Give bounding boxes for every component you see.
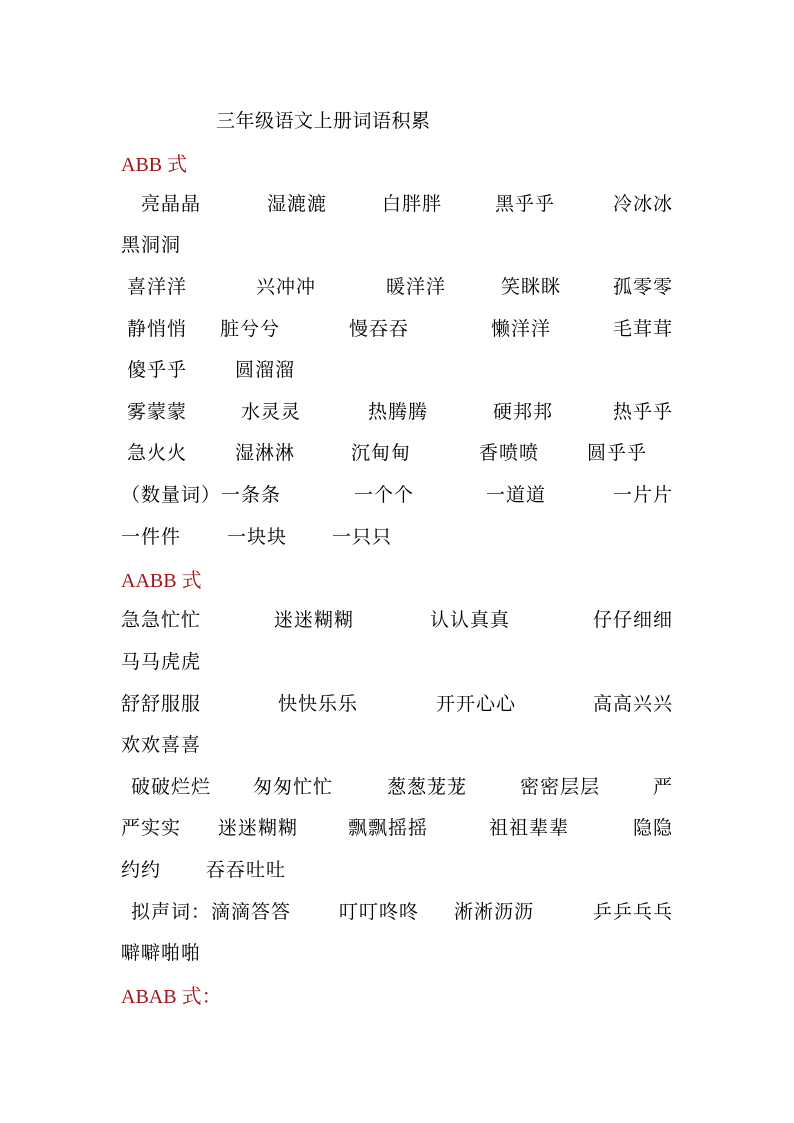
word: 一只只: [332, 526, 393, 548]
word: 一个个: [354, 484, 415, 506]
word-row: [121, 813, 673, 841]
word-row: [121, 438, 673, 466]
word: 认认真真: [430, 609, 511, 631]
word-row: [121, 480, 673, 508]
word: 懒洋洋: [491, 318, 552, 340]
word-row: [121, 938, 673, 966]
word: 湿漉漉: [267, 193, 328, 215]
word: 热乎乎: [612, 401, 673, 423]
word: 急火火: [127, 442, 188, 464]
word: 香喷喷: [479, 442, 540, 464]
word-row: [121, 605, 673, 633]
word: 水灵灵: [241, 401, 302, 423]
word: 飘飘摇摇: [348, 817, 429, 839]
word: 急急忙忙: [121, 609, 202, 631]
word: 湿淋淋: [235, 442, 296, 464]
word-row: [121, 355, 673, 383]
word-row: [121, 272, 673, 300]
word: 一件件: [121, 526, 182, 548]
word: 高高兴兴: [592, 693, 673, 715]
word: 亮晶晶: [141, 193, 202, 215]
word: 吞吞吐吐: [206, 859, 287, 881]
word: 乒乒乓乓: [592, 901, 673, 923]
word: 雾蒙蒙: [127, 401, 188, 423]
word: 暖洋洋: [386, 276, 447, 298]
word: 匆匆忙忙: [253, 776, 334, 798]
word: 叮叮咚咚: [339, 901, 420, 923]
word: 迷迷糊糊: [218, 817, 299, 839]
word: 一道道: [486, 484, 547, 506]
word: 脏兮兮: [220, 318, 281, 340]
word: 马马虎虎: [121, 651, 202, 673]
word-row: [121, 772, 673, 800]
word: 傻乎乎: [127, 359, 188, 381]
word-row: [121, 897, 673, 925]
word-row: [121, 230, 673, 258]
word: 圆溜溜: [235, 359, 296, 381]
section-heading-abb: ABB 式: [121, 154, 188, 176]
word: 迷迷糊糊: [274, 609, 355, 631]
word: 一片片: [612, 484, 673, 506]
word: 拟声词：滴滴答答: [131, 901, 292, 923]
word: 舒舒服服: [121, 693, 202, 715]
word: 冷冰冰: [612, 193, 673, 215]
word: 毛茸茸: [612, 318, 673, 340]
word: 慢吞吞: [349, 318, 410, 340]
word: 硬邦邦: [493, 401, 554, 423]
word: 兴冲冲: [256, 276, 317, 298]
word: 热腾腾: [368, 401, 429, 423]
page-title: 三年级语文上册词语积累: [216, 110, 431, 132]
word: 白胖胖: [382, 193, 443, 215]
word: 笑眯眯: [501, 276, 562, 298]
word-row: [121, 855, 673, 883]
word: 严实实: [121, 817, 182, 839]
word: 仔仔细细: [592, 609, 673, 631]
word: （数量词）一条条: [121, 484, 282, 506]
word: 淅淅沥沥: [454, 901, 535, 923]
word: 静悄悄: [127, 318, 188, 340]
section-heading-aabb: AABB 式: [121, 570, 202, 592]
word: 约约: [121, 859, 162, 881]
word: 隐隐: [632, 817, 673, 839]
word-row: [121, 522, 673, 550]
word: 圆乎乎: [587, 442, 648, 464]
section-heading-abab: ABAB 式：: [121, 986, 222, 1008]
word-row: [121, 647, 673, 675]
word: 破破烂烂: [131, 776, 212, 798]
word: 密密层层: [520, 776, 601, 798]
word-row: [121, 689, 673, 717]
word: 喜洋洋: [127, 276, 188, 298]
word-row: [121, 730, 673, 758]
word: 葱葱茏茏: [387, 776, 468, 798]
word: 噼噼啪啪: [121, 942, 202, 964]
word: 孤零零: [612, 276, 673, 298]
word: 一块块: [227, 526, 288, 548]
word: 开开心心: [436, 693, 517, 715]
word-row: [121, 314, 673, 342]
word: 黑乎乎: [495, 193, 556, 215]
word-row: [121, 397, 673, 425]
word: 欢欢喜喜: [121, 734, 202, 756]
word: 快快乐乐: [278, 693, 359, 715]
word-row: [121, 189, 673, 217]
word: 沉甸甸: [351, 442, 412, 464]
word: 严: [652, 776, 673, 798]
word: 祖祖辈辈: [489, 817, 570, 839]
word: 黑洞洞: [121, 234, 182, 256]
